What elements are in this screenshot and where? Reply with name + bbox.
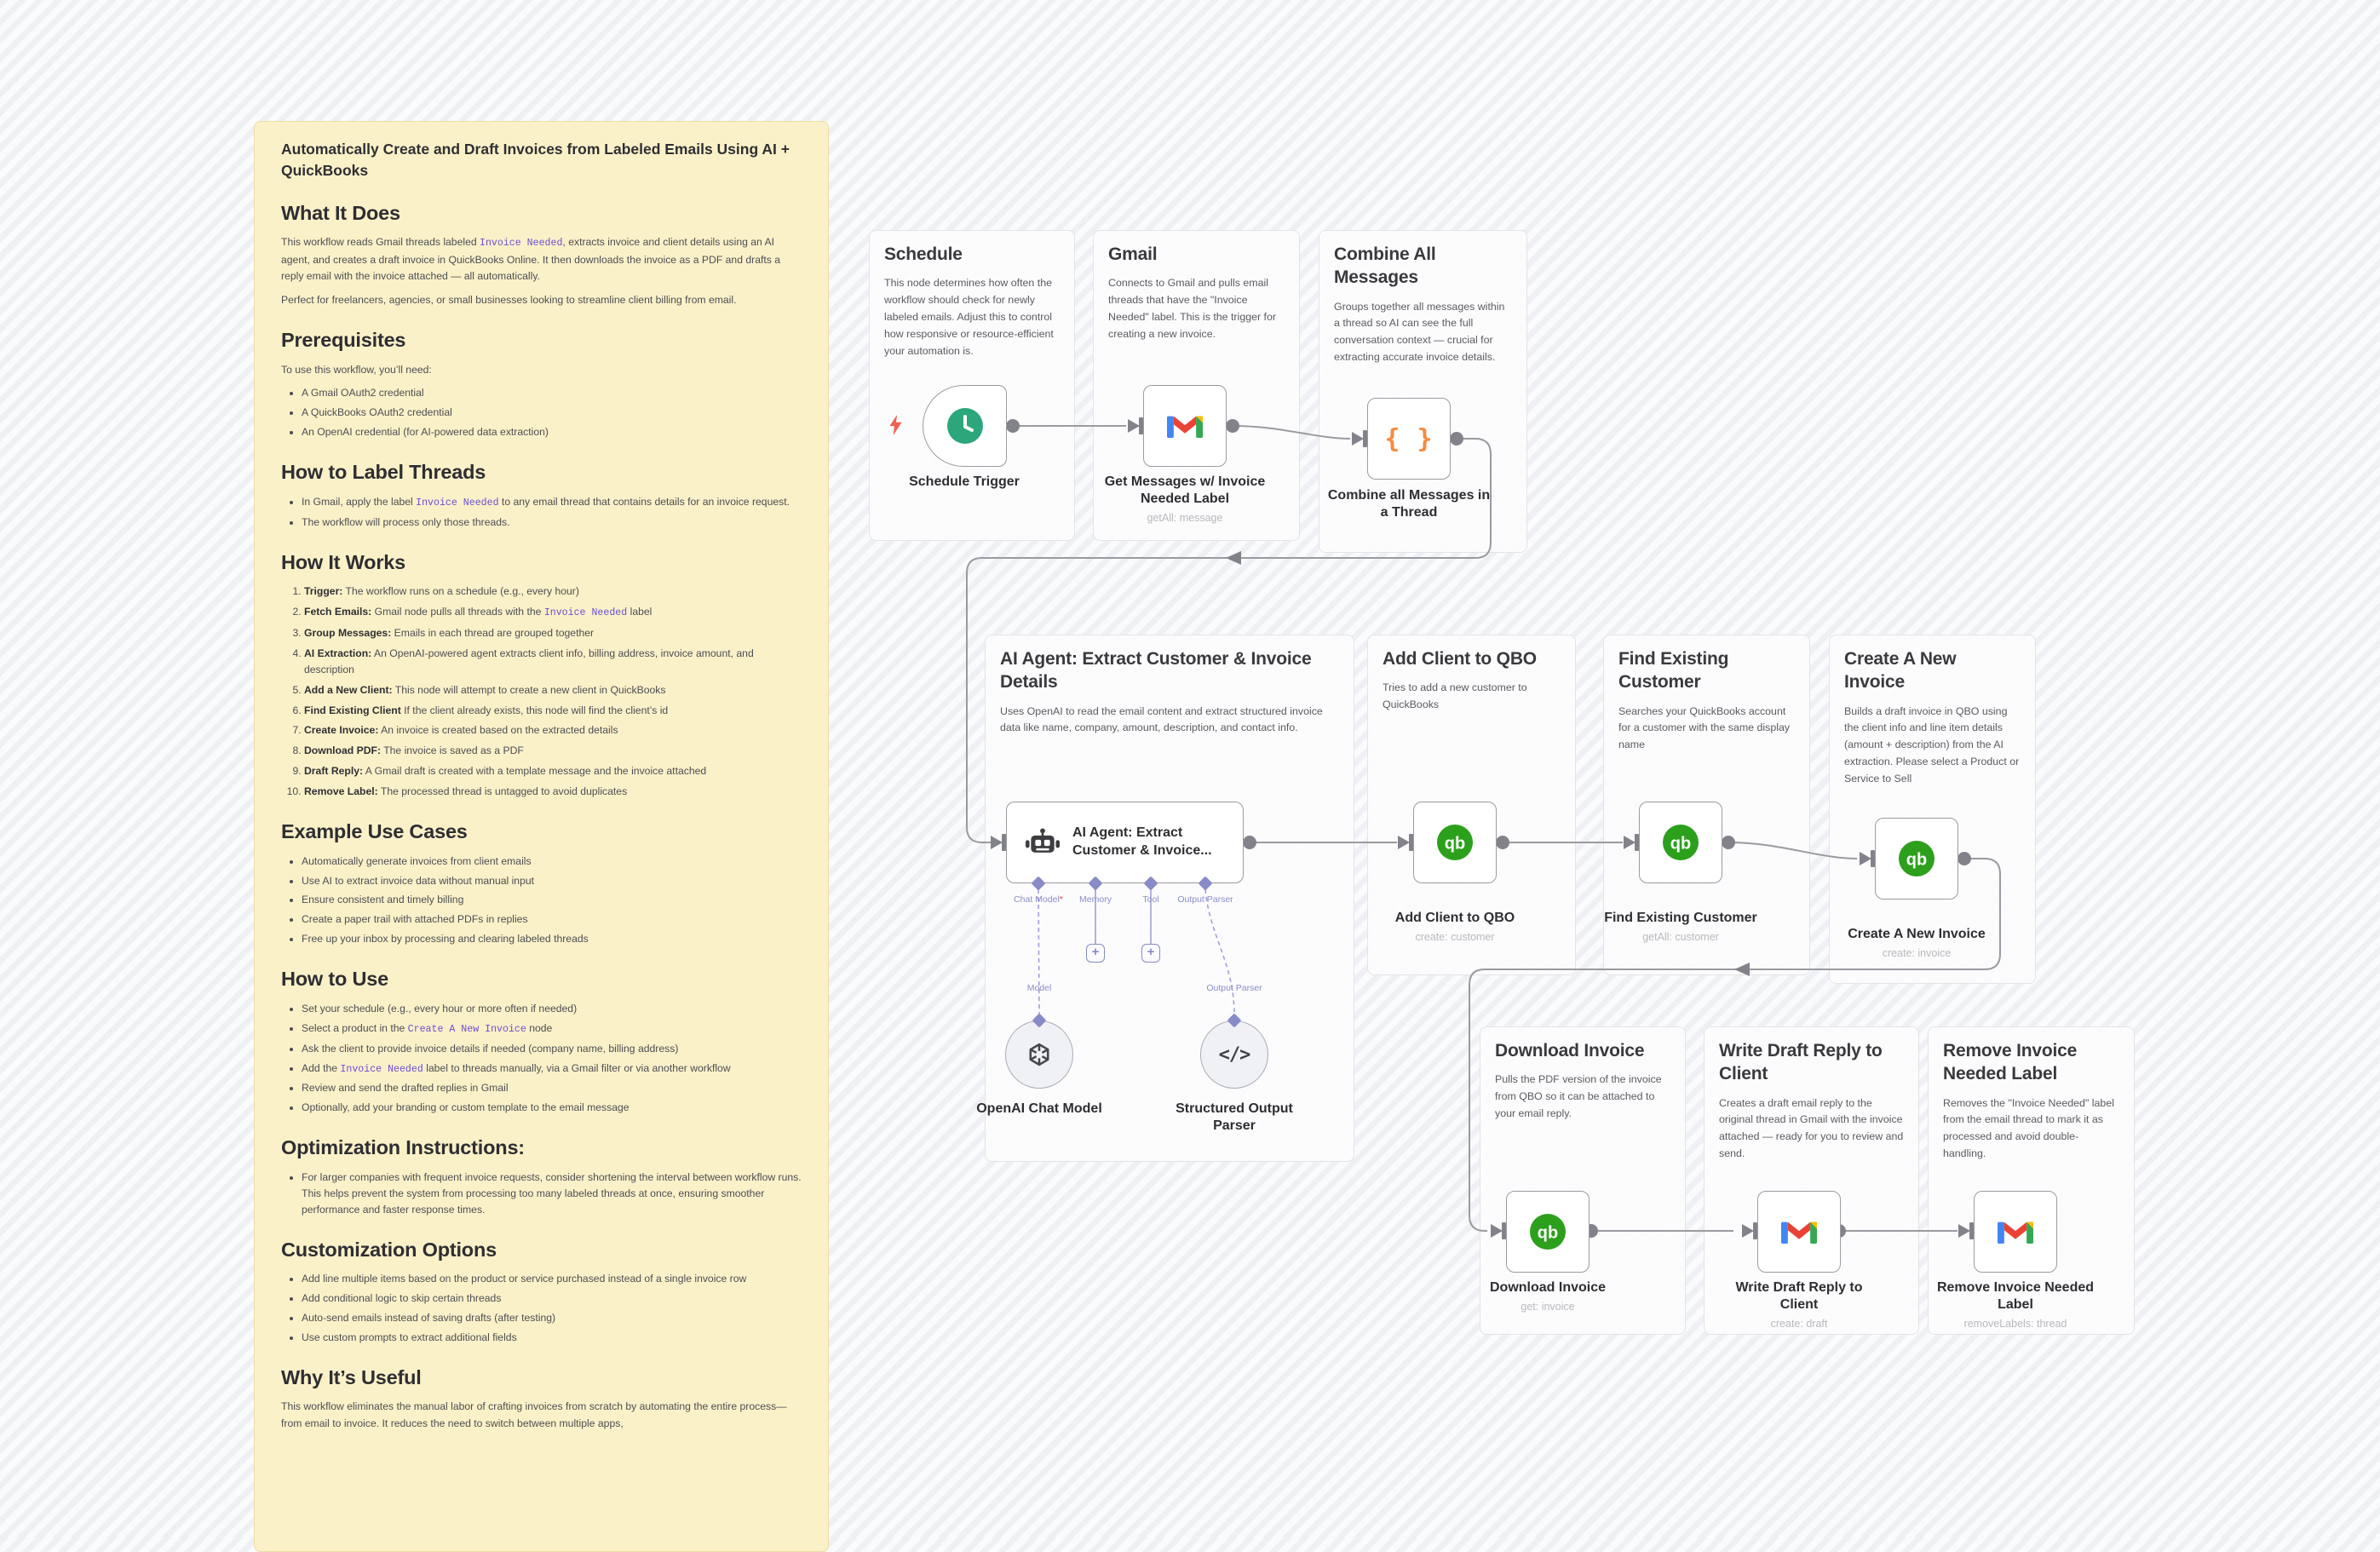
gmail-icon: [1167, 412, 1203, 440]
section-heading-what-it-does: What It Does: [281, 201, 400, 224]
sticky-body: Searches your QuickBooks account for a customer with the same display name: [1618, 704, 1791, 751]
sticky-body: Builds a draft invoice in QBO using the client info and line item details (amount + description) from the AI extraction. Please select a Product or Service to Sell: [1844, 704, 2020, 785]
list-item: • In Gmail, apply the label Invoice Needed to any email thread that contains details for an invoice request.: [302, 494, 802, 511]
list-item: • Add line multiple items based on the product or service purchased instead of a single invoice row: [302, 1271, 802, 1287]
sticky-body: Creates a draft email reply to the original thread in Gmail with the invoice attached — ready for you to review and send.: [1719, 1096, 1904, 1160]
sticky-title: Download Invoice: [1495, 1041, 1645, 1061]
node-label: Remove Invoice Needed: [1936, 1280, 2095, 1295]
node-combine-messages[interactable]: [1367, 398, 1451, 480]
list-item: • Use custom prompts to extract additional fields: [302, 1330, 802, 1346]
section-heading-how-to-use: How to Use: [281, 968, 388, 991]
gmail-icon: [1998, 1218, 2033, 1245]
sticky-title: Add Client to QBO: [1383, 649, 1537, 669]
section-heading-prerequisites: Prerequisites: [281, 329, 406, 352]
inline-code: Create A New Invoice: [407, 1023, 526, 1035]
port-label-chat-model: Chat Model*: [1014, 894, 1063, 905]
node-operation: getAll: customer: [1642, 931, 1719, 944]
list-item: 3. Group Messages: Emails in each thread are grouped together: [304, 625, 802, 641]
clock-icon: [946, 407, 984, 445]
quickbooks-qb-icon: [1898, 840, 1935, 877]
example-use-cases-list: [281, 854, 802, 948]
list-item: • Add the Invoice Needed label to threads manually, via a Gmail filter or via another workflow: [302, 1061, 802, 1078]
list-item: • Automatically generate invoices from client emails: [302, 854, 802, 870]
list-item: 6. Find Existing Client If the client already exists, this node will find the client’s id: [304, 703, 802, 719]
openai-flower-icon: [1025, 1040, 1054, 1069]
port-label-output-parser: Output Parser: [1177, 894, 1233, 905]
section-heading-how-to-label: How to Label Threads: [281, 461, 486, 484]
sticky-title: Schedule: [884, 244, 963, 264]
doc-title: Automatically Create and Draft Invoices from Labeled Emails Using AI + QuickBooks: [281, 141, 790, 179]
node-label: Structured Output: [1176, 1101, 1293, 1116]
list-item: 5. Add a New Client: This node will attempt to create a new client in QuickBooks: [304, 682, 802, 698]
sticky-title: Write Draft Reply to Client: [1719, 1041, 1883, 1084]
paragraph: Perfect for freelancers, agencies, or small businesses looking to streamline client billing from email.: [281, 293, 737, 306]
node-label: Label: [1998, 1297, 2033, 1313]
node-label: Add Client to QBO: [1394, 911, 1515, 925]
quickbooks-qb-icon: [1529, 1213, 1567, 1250]
node-label: Needed Label: [1140, 491, 1230, 507]
node-label: Write Draft Reply to: [1735, 1280, 1863, 1295]
list-item: • Optionally, add your branding or custom template to the email message: [302, 1100, 802, 1116]
inline-code: Invoice Needed: [543, 606, 628, 618]
list-item: • The workflow will process only those threads.: [302, 514, 802, 531]
node-label: Combine all Messages in: [1327, 488, 1491, 503]
list-item: • Ensure consistent and timely billing: [302, 892, 802, 908]
paragraph: This workflow eliminates the manual labor of crafting invoices from scratch by automating the entire process—from email to invoice. It reduces the need to switch between multiple apps,: [281, 1400, 787, 1429]
add-tool-button[interactable]: +: [1141, 944, 1160, 963]
list-item: • For larger companies with frequent invoice requests, consider shortening the interval between workflow runs. This helps prevent the system from processing too many labeled threads at once, ensuring smoother performance and faster response times.: [302, 1170, 802, 1218]
gmail-icon: [1781, 1218, 1817, 1245]
sticky-body: Pulls the PDF version of the invoice from QBO so it can be attached to your email reply.: [1495, 1073, 1662, 1119]
port-label-output-parser-sub: Output Parser: [1206, 983, 1262, 993]
node-create-invoice[interactable]: [1875, 818, 1958, 900]
node-label: Create A New Invoice: [1848, 927, 1986, 941]
wire-direction-arrow: [1226, 551, 1241, 565]
list-item: • A Gmail OAuth2 credential: [302, 385, 802, 401]
sticky-title: AI Agent: Extract Customer & Invoice Details: [1000, 649, 1312, 693]
optimization-list: [281, 1170, 802, 1218]
node-get-messages[interactable]: [1143, 385, 1227, 467]
node-remove-label[interactable]: [1974, 1191, 2057, 1273]
list-item: • Add conditional logic to skip certain threads: [302, 1290, 802, 1307]
quickbooks-qb-icon: [1662, 824, 1699, 861]
svg-text:qb: qb: [1906, 850, 1928, 870]
sticky-body: Groups together all messages within a thread so AI can see the full conversation context — crucial for extracting accurate invoice details.: [1334, 300, 1505, 364]
section-heading-optimization: Optimization Instructions:: [281, 1136, 525, 1159]
add-memory-button[interactable]: +: [1086, 944, 1105, 963]
robot-icon: [1024, 825, 1061, 859]
node-label: Client: [1779, 1297, 1819, 1313]
node-label: Parser: [1213, 1118, 1256, 1134]
sticky-body: Removes the "Invoice Needed" label from the email thread to mark it as processed and avoid double-handling.: [1943, 1096, 2114, 1160]
section-heading-why-useful: Why It’s Useful: [281, 1365, 422, 1388]
section-heading-example-use-cases: Example Use Cases: [281, 820, 468, 843]
node-schedule-trigger[interactable]: [923, 385, 1007, 467]
inline-code: Invoice Needed: [480, 238, 563, 250]
required-asterisk: *: [1059, 894, 1063, 905]
list-item: • Ask the client to provide invoice details if needed (company name, billing address): [302, 1041, 802, 1057]
list-item: • Free up your inbox by processing and clearing labeled threads: [302, 931, 802, 947]
node-operation: create: customer: [1415, 931, 1495, 944]
how-to-use-list: [281, 1001, 802, 1117]
list-item: • Use AI to extract invoice data without manual input: [302, 873, 802, 889]
node-ai-agent[interactable]: [1006, 802, 1244, 883]
list-item: 4. AI Extraction: An OpenAI-powered agent extracts client info, billing address, invoice amount, and description: [304, 646, 802, 678]
how-it-works-list: [281, 583, 802, 800]
list-item: 1. Trigger: The workflow runs on a schedule (e.g., every hour): [304, 583, 802, 600]
node-add-client-qbo[interactable]: [1413, 802, 1497, 883]
list-item: • A QuickBooks OAuth2 credential: [302, 405, 802, 421]
port-label-tool: Tool: [1142, 894, 1159, 905]
section-heading-customization: Customization Options: [281, 1238, 497, 1261]
node-label: Schedule Trigger: [909, 474, 1020, 489]
node-operation: create: invoice: [1882, 947, 1952, 960]
inline-code: Invoice Needed: [416, 497, 499, 509]
sticky-body: Uses OpenAI to read the email content and extract structured invoice data like name, company, amount, description, and contact info.: [1000, 704, 1323, 734]
lightning-bolt-icon: [889, 415, 903, 435]
node-label: Find Existing Customer: [1604, 911, 1757, 925]
node-operation: get: invoice: [1521, 1301, 1575, 1313]
list-item: 10. Remove Label: The processed thread is untagged to avoid duplicates: [304, 784, 802, 800]
svg-text:qb: qb: [1444, 834, 1466, 854]
curly-braces-icon: { }: [1384, 423, 1434, 454]
svg-text:qb: qb: [1670, 834, 1692, 854]
list-item: • Select a product in the Create A New Invoice node: [302, 1020, 802, 1038]
prerequisites-list: [281, 385, 802, 440]
node-label: AI Agent: Extract Customer & Invoice...: [1072, 825, 1212, 858]
node-label: a Thread: [1380, 505, 1438, 520]
node-download-invoice[interactable]: [1506, 1191, 1590, 1273]
sticky-body: Tries to add a new customer to QuickBooks: [1383, 681, 1527, 711]
paragraph: This workflow reads Gmail threads labeled Invoice Needed, extracts invoice and client details using an AI agent, and creates a draft invoice in QuickBooks Online. It then downloads the invoice as a PDF and drafts a reply email with the invoice attached — all automatically.: [281, 236, 781, 283]
section-heading-how-it-works: How It Works: [281, 550, 406, 573]
code-tag-icon: </>: [1218, 1043, 1250, 1066]
list-item: • An OpenAI credential (for AI-powered data extraction): [302, 424, 802, 440]
list-item: • Review and send the drafted replies in Gmail: [302, 1080, 802, 1096]
svg-text:qb: qb: [1537, 1223, 1559, 1243]
sticky-title: Create A New Invoice: [1844, 649, 1957, 693]
node-label: Download Invoice: [1489, 1280, 1606, 1295]
paragraph: To use this workflow, you’ll need:: [281, 363, 432, 376]
list-item: 2. Fetch Emails: Gmail node pulls all threads with the Invoice Needed label: [304, 604, 802, 621]
node-write-draft-reply[interactable]: [1757, 1191, 1841, 1273]
node-openai-chat-model[interactable]: [1005, 1020, 1073, 1089]
node-operation: removeLabels: thread: [1963, 1318, 2067, 1331]
sticky-title: Remove Invoice Needed Label: [1943, 1041, 2078, 1084]
sticky-title: Gmail: [1108, 244, 1158, 264]
node-label: OpenAI Chat Model: [976, 1101, 1102, 1116]
node-label: Get Messages w/ Invoice: [1104, 474, 1266, 489]
sticky-title: Combine All Messages: [1334, 244, 1436, 288]
node-structured-output-parser[interactable]: [1200, 1020, 1268, 1089]
list-item: 9. Draft Reply: A Gmail draft is created with a template message and the invoice attached: [304, 763, 802, 779]
node-operation: create: draft: [1770, 1318, 1828, 1331]
customization-list: [281, 1271, 802, 1346]
list-item: 8. Download PDF: The invoice is saved as a PDF: [304, 743, 802, 759]
list-item: • Create a paper trail with attached PDFs in replies: [302, 911, 802, 928]
doc-sticky-note[interactable]: [254, 121, 829, 1552]
port-label-model: Model: [1026, 983, 1052, 993]
port-label-memory: Memory: [1079, 894, 1112, 905]
label-threads-list: [281, 494, 802, 531]
sticky-body: Connects to Gmail and pulls email threads that have the "Invoice Needed" label. This is the trigger for creating a new invoice.: [1108, 277, 1277, 340]
inline-code: Invoice Needed: [340, 1063, 423, 1075]
sticky-title: Find Existing Customer: [1618, 649, 1729, 693]
list-item: • Auto-send emails instead of saving drafts (after testing): [302, 1310, 802, 1326]
sticky-body: This node determines how often the workflow should check for newly labeled emails. Adjust this to control how responsive or resource-efficient your automation is.: [884, 277, 1054, 357]
node-operation: getAll: message: [1147, 512, 1223, 525]
list-item: 7. Create Invoice: An invoice is created based on the extracted details: [304, 722, 802, 739]
node-find-customer[interactable]: [1639, 802, 1722, 883]
quickbooks-qb-icon: [1436, 824, 1474, 861]
list-item: • Set your schedule (e.g., every hour or more often if needed): [302, 1001, 802, 1017]
